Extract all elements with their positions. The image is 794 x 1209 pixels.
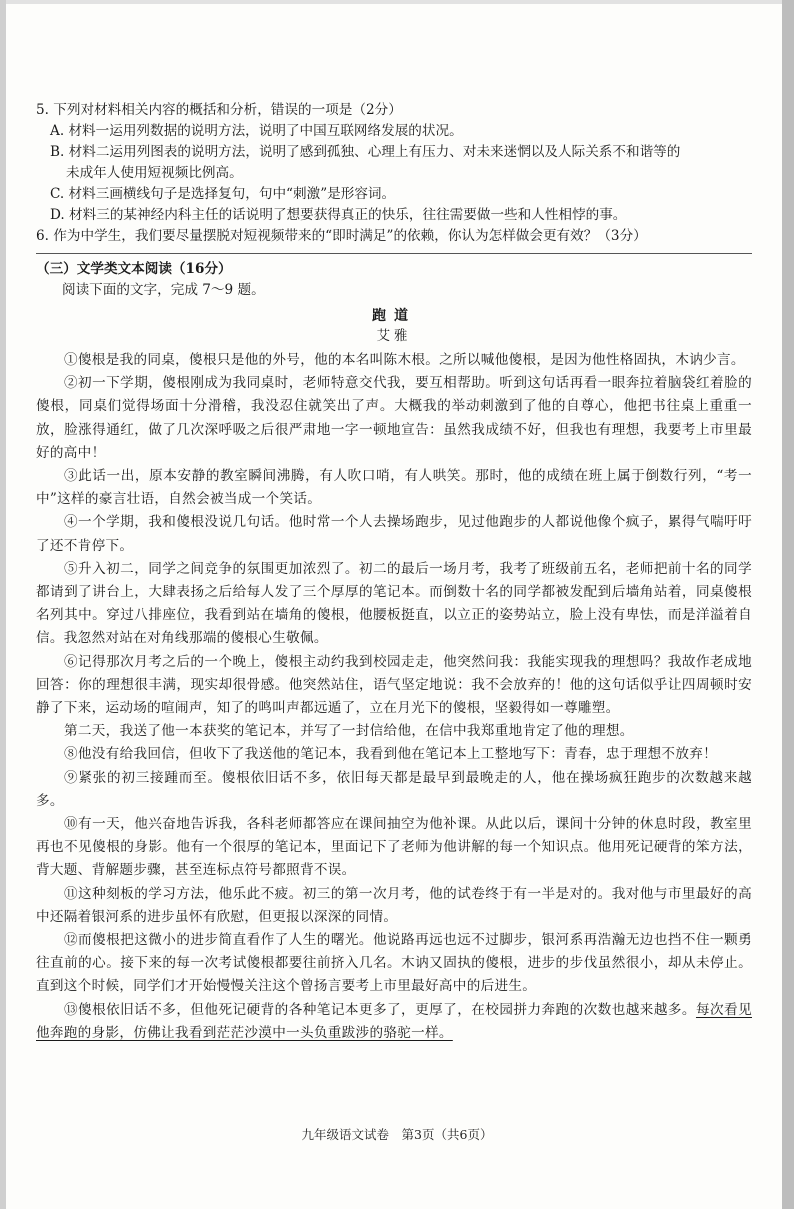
- article-paragraph-9: ⑨紧张的初三接踵而至。傻根依旧话不多，依旧每天都是最早到最晚走的人，他在操场疯狂跑步的次数越来越多。: [36, 769, 752, 809]
- question-5-option-d: D. 材料三的某神经内科主任的话说明了想要获得真正的快乐，往往需要做一些和人性相悖的事。: [50, 207, 627, 223]
- article-paragraph-6: ⑥记得那次月考之后的一个晚上，傻根主动约我到校园走走，他突然问我：我能实现我的理想吗？我故作老成地回答：你的理想很丰满，现实却很骨感。他突然站住，语气坚定地说：我不会放弃的！他的这句话似乎让四周顿时安静了下来，运动场的喧闹声，知了的鸣叫声都远遁了，立在月光下的傻根，坚毅得如一尊雕塑。: [36, 653, 752, 717]
- article-paragraph-5: ⑤升入初二，同学之间竞争的氛围更加浓烈了。初二的最后一场月考，我考了班级前五名，老师把前十名的同学都请到了讲台上，大肆表扬之后给每人发了三个厚厚的笔记本。而倒数十名的同学都被发配到后墙角站着，同桌傻根名列其中。穿过八排座位，我看到站在墙角的傻根，他腰板挺直，以立正的姿势站立，脸上没有卑怯，而是洋溢着自信。我忽然对站在对角线那端的傻根心生敬佩。: [36, 560, 752, 647]
- scan-edge-left: [0, 0, 6, 1209]
- question-5-stem: 5. 下列对材料相关内容的概括和分析，错误的一项是（2分）: [36, 102, 402, 118]
- article-paragraph-1: ①傻根是我的同桌，傻根只是他的外号，他的本名叫陈木根。之所以喊他傻根，是因为他性格固执，木讷少言。: [64, 352, 745, 368]
- article-paragraph-3: ③此话一出，原本安静的教室瞬间沸腾，有人吹口哨，有人哄笑。那时，他的成绩在班上属于倒数行列，“考一中”这样的豪言壮语，自然会被当成一个笑话。: [36, 468, 752, 508]
- article-paragraph-4: ④一个学期，我和傻根没说几句话。他时常一个人去操场跑步，见过他跑步的人都说他像个疯子，累得气喘吁吁了还不肯停下。: [36, 514, 752, 554]
- article-title: 跑道: [372, 308, 416, 324]
- page-content: [36, 100, 752, 1045]
- question-5-option-b-continued: 未成年人使用短视频比例高。: [66, 165, 243, 181]
- article-paragraph-2: ②初一下学期，傻根刚成为我同桌时，老师特意交代我，要互相帮助。听到这句话再看一眼奔拉着脑袋红着脸的傻根，同桌们觉得场面十分滑稽，我没忍住就笑出了声。大概我的举动刺激到了他的自尊心，他把书往桌上重重一放，脸涨得通红，做了几次深呼吸之后很严肃地一字一顿地宣告：虽然我成绩不好，但我也有理想，我要考上市里最好的高中！: [36, 375, 752, 461]
- article-paragraph-8: ⑧他没有给我回信，但收下了我送他的笔记本，我看到他在笔记本上工整地写下：青春，忠于理想不放弃！: [64, 746, 718, 763]
- question-5-option-a: A. 材料一运用列数据的说明方法，说明了中国互联网络发展的状况。: [50, 123, 463, 139]
- section-title: （三）文学类文本阅读（16分）: [36, 261, 232, 277]
- page-footer: 九年级语文试卷 第3页（共6页）: [301, 1127, 493, 1142]
- section-divider: [36, 253, 752, 254]
- question-5-option-c: C. 材料三画横线句子是选择复句，句中“刺激”是形容词。: [50, 186, 396, 202]
- scan-edge-right: [782, 0, 794, 1209]
- paragraph-13-text: ⑬傻根依旧话不多，但他死记硬背的各种笔记本更多了，更厚了，在校园拼力奔跑的次数也越来越多。: [64, 1001, 696, 1018]
- question-6-stem: 6. 作为中学生，我们要尽量摆脱对短视频带来的“即时满足”的依赖，你认为怎样做会更有效？（3分）: [36, 228, 647, 244]
- article-paragraph-10: ⑩有一天，他兴奋地告诉我，各科老师都答应在课间抽空为他补课。从此以后，课间十分钟的休息时段，教室里再也不见傻根的身影。他有一个很厚的笔记本，里面记下了老师为他讲解的每一个知识点。他用死记硬背的笨方法，背大题、背解题步骤，甚至连标点符号都照背不误。: [36, 816, 752, 879]
- section-instruction: 阅读下面的文字，完成 7～9 题。: [62, 282, 265, 298]
- article-author: 艾雅: [376, 329, 412, 344]
- article-paragraph-13: [36, 999, 752, 1045]
- article-paragraph-11: ⑪这种刻板的学习方法，他乐此不疲。初三的第一次月考，他的试卷终于有一半是对的。我对他与市里最好的高中还隔着银河系的进步虽怀有欣慰，但更报以深深的同情。: [36, 885, 752, 925]
- question-5-option-b: B. 材料二运用列图表的说明方法，说明了感到孤独、心理上有压力、对未来迷惘以及人际关系不和谐等的: [50, 144, 681, 160]
- article-paragraph-7: 第二天，我送了他一本获奖的笔记本，并写了一封信给他，在信中我郑重地肯定了他的理想。: [64, 723, 634, 740]
- underlined-sentence: 每次看见他奔跑的身影，仿佛让我看到茫茫沙漠中一头负重跋涉的骆驼一样。: [36, 1001, 752, 1041]
- article-paragraph-12: ⑫而傻根把这微小的进步简直看作了人生的曙光。他说路再远也远不过脚步，银河系再浩瀚无边也挡不住一颗勇往直前的心。接下来的每一次考试傻根都要往前挤入几名。木讷又固执的傻根，进步的步伐虽然很小，却从未停止。直到这个时候，同学们才开始慢慢关注这个曾扬言要考上市里最好高中的后进生。: [36, 932, 752, 995]
- scan-edge-top: [0, 0, 794, 4]
